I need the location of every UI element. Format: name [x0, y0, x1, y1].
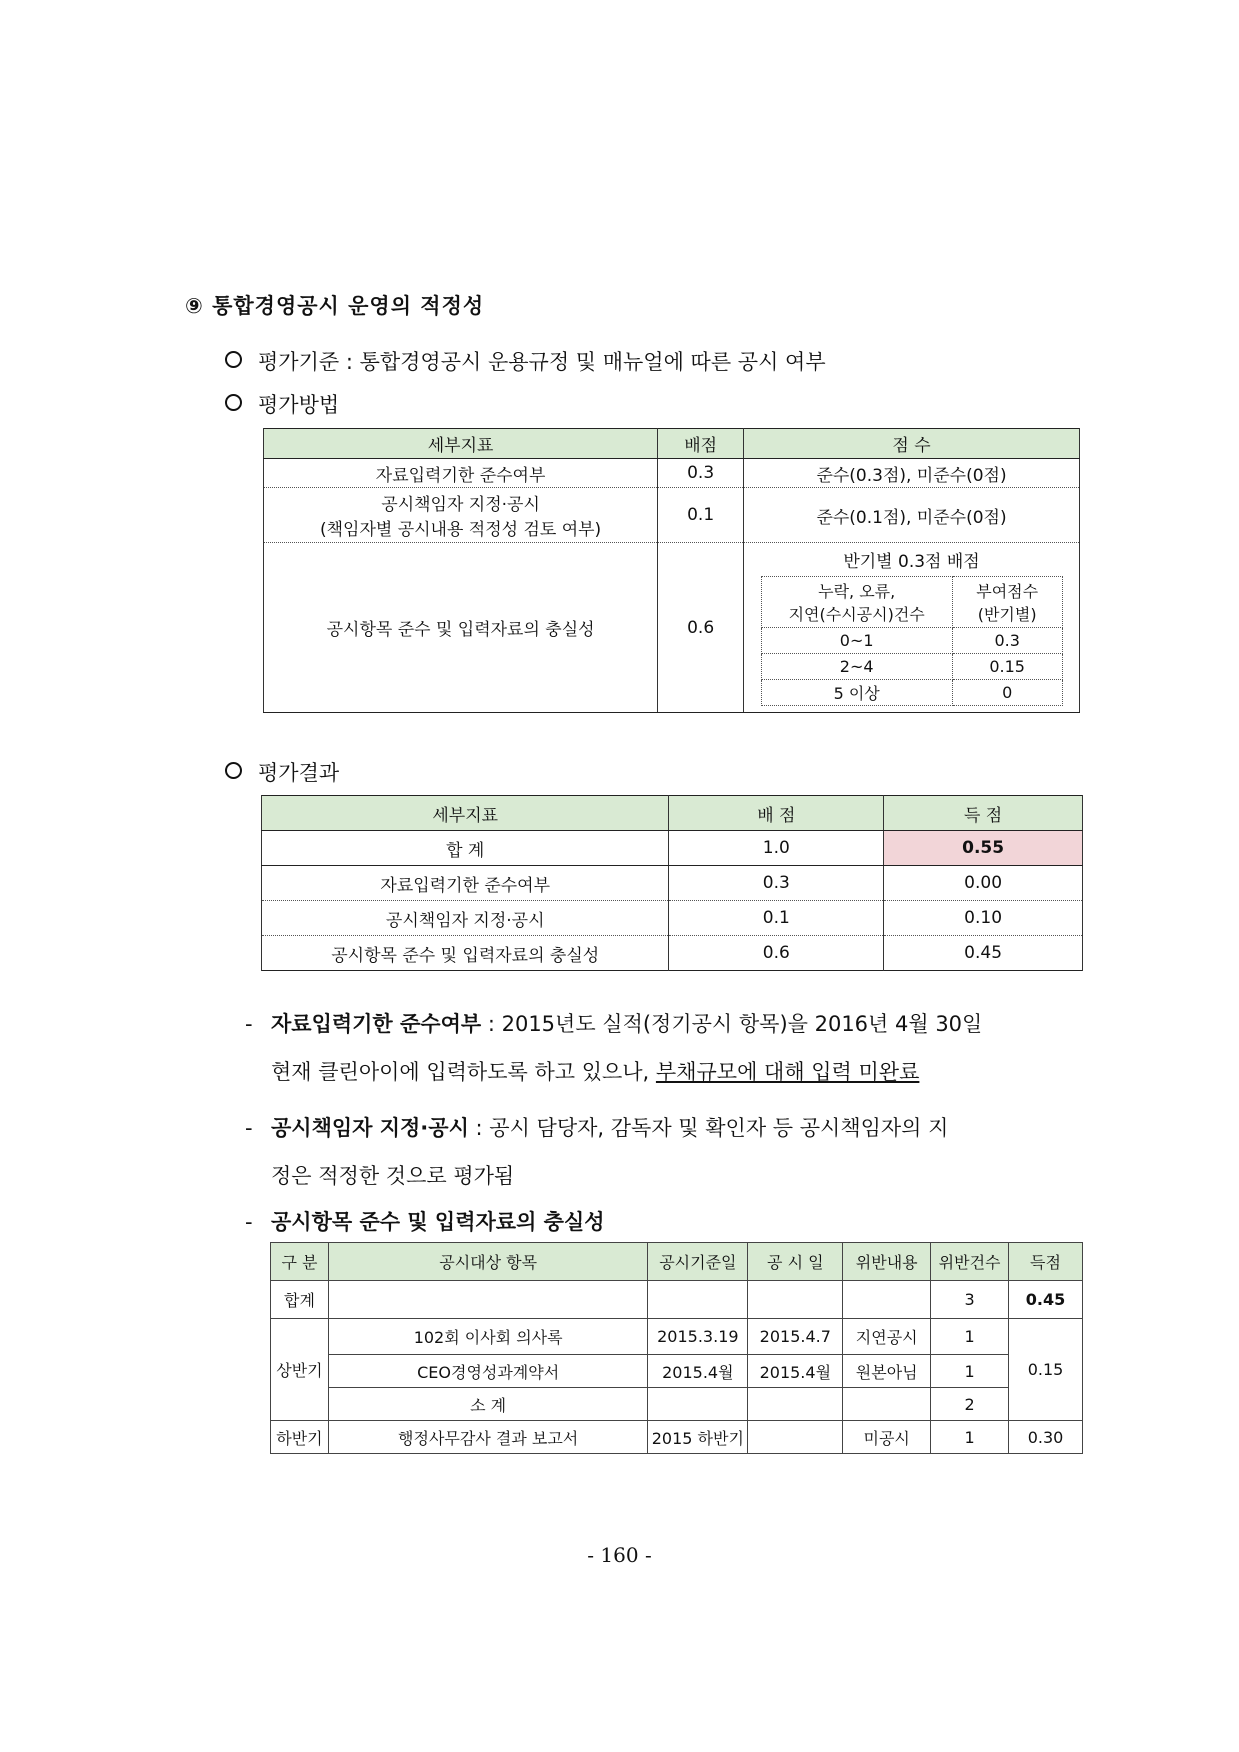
base-date-cell: 2015 하반기 — [648, 1421, 748, 1454]
score-cell: 준수(0.1점), 미준수(0점) — [744, 488, 1080, 543]
points-cell: 0.3 — [669, 866, 884, 901]
paragraph-fidelity — [245, 1198, 1085, 1246]
dash-bullet-icon: - — [245, 1210, 253, 1234]
inner-header-line: (반기별) — [977, 605, 1037, 624]
inner-row — [761, 628, 1062, 654]
violation-cell — [843, 1388, 931, 1421]
page-number: - 160 - — [587, 1543, 652, 1567]
item-cell: 행정사무감사 결과 보고서 — [328, 1421, 647, 1454]
disclosure-table — [270, 1242, 1083, 1454]
circle-bullet-icon — [225, 351, 242, 368]
circle-bullet-icon — [225, 762, 242, 779]
base-date-cell: 2015.3.19 — [648, 1319, 748, 1355]
paragraph-officer — [245, 1104, 1085, 1200]
inner-count-cell: 0~1 — [761, 628, 952, 654]
header-cell: 득점 — [1009, 1243, 1083, 1281]
indicator-cell: 합 계 — [262, 831, 669, 866]
table-row — [271, 1355, 1083, 1388]
inner-row — [761, 680, 1062, 706]
table-header-row — [262, 796, 1083, 831]
violation-cell: 원본아님 — [843, 1355, 931, 1388]
total-score-cell: 0.55 — [884, 831, 1083, 866]
paragraph-text: : 공시 담당자, 감독자 및 확인자 등 공시책임자의 지 — [468, 1116, 949, 1140]
table-row — [264, 488, 1080, 543]
table-row-total — [262, 831, 1083, 866]
header-cell: 공시기준일 — [648, 1243, 748, 1281]
indicator-line: (책임자별 공시내용 적정성 검토 여부) — [319, 520, 602, 540]
date-cell — [748, 1421, 843, 1454]
score-cell: 0.15 — [1009, 1319, 1083, 1421]
indicator-cell: 자료입력기한 준수여부 — [264, 459, 658, 488]
table-row — [271, 1319, 1083, 1355]
section-title: ⑨ 통합경영공시 운영의 적정성 — [185, 294, 485, 318]
date-cell: 2015.4.7 — [748, 1319, 843, 1355]
base-date-cell — [648, 1388, 748, 1421]
violation-cell: 미공시 — [843, 1421, 931, 1454]
paragraph-line — [245, 1152, 1085, 1200]
inner-score-cell: 0.15 — [952, 654, 1062, 680]
criteria-bullet — [225, 346, 826, 376]
header-cell: 세부지표 — [262, 796, 669, 831]
header-cell: 득 점 — [884, 796, 1083, 831]
date-cell — [748, 1388, 843, 1421]
header-cell: 구 분 — [271, 1243, 329, 1281]
header-cell: 공시대상 항목 — [328, 1243, 647, 1281]
violation-cell — [843, 1281, 931, 1319]
score-cell — [744, 543, 1080, 713]
paragraph-text: : 2015년도 실적(정기공시 항목)을 2016년 4월 30일 — [481, 1012, 983, 1036]
table-row — [262, 936, 1083, 971]
header-cell: 배점 — [658, 429, 744, 459]
header-cell: 위반건수 — [931, 1243, 1009, 1281]
score-cell: 0.45 — [884, 936, 1083, 971]
paragraph-heading: 자료입력기한 준수여부 — [271, 1012, 482, 1036]
method-table — [263, 428, 1080, 713]
inner-header-row — [761, 577, 1062, 628]
score-cell: 준수(0.3점), 미준수(0점) — [744, 459, 1080, 488]
paragraph-line — [245, 1000, 1085, 1048]
header-cell: 공 시 일 — [748, 1243, 843, 1281]
table-header-row — [264, 429, 1080, 459]
indicator-cell: 공시책임자 지정·공시 — [262, 901, 669, 936]
dash-bullet-icon: - — [245, 1116, 253, 1140]
score-cell: 0.45 — [1009, 1281, 1083, 1319]
count-cell: 3 — [931, 1281, 1009, 1319]
indicator-cell: 공시항목 준수 및 입력자료의 충실성 — [262, 936, 669, 971]
points-cell: 1.0 — [669, 831, 884, 866]
item-cell: 소 계 — [328, 1388, 647, 1421]
paragraph-heading: 공시항목 준수 및 입력자료의 충실성 — [271, 1210, 605, 1234]
paragraph-line — [245, 1048, 1085, 1096]
count-cell: 1 — [931, 1421, 1009, 1454]
score-cell: 0.10 — [884, 901, 1083, 936]
inner-count-cell: 5 이상 — [761, 680, 952, 706]
table-row — [262, 866, 1083, 901]
paragraph-line — [245, 1104, 1085, 1152]
inner-header-line: 부여점수 — [976, 582, 1039, 601]
indicator-cell — [264, 488, 658, 543]
table-row — [264, 459, 1080, 488]
inner-score-cell: 0.3 — [952, 628, 1062, 654]
paragraph-text: 정은 적정한 것으로 평가됨 — [271, 1164, 515, 1188]
result-label: 평가결과 — [258, 761, 340, 785]
score-title: 반기별 0.3점 배점 — [843, 552, 980, 572]
count-cell: 1 — [931, 1319, 1009, 1355]
points-cell: 0.6 — [669, 936, 884, 971]
header-cell: 배 점 — [669, 796, 884, 831]
inner-header-cell — [952, 577, 1062, 628]
category-cell: 합계 — [271, 1281, 329, 1319]
score-cell: 0.30 — [1009, 1421, 1083, 1454]
paragraph-input-deadline — [245, 1000, 1085, 1096]
paragraph-heading: 공시책임자 지정·공시 — [271, 1116, 469, 1140]
date-cell: 2015.4월 — [748, 1355, 843, 1388]
inner-header-line: 지연(수시공시)건수 — [788, 605, 925, 624]
table-row — [264, 543, 1080, 713]
header-cell: 위반내용 — [843, 1243, 931, 1281]
header-cell: 점 수 — [744, 429, 1080, 459]
violation-cell: 지연공시 — [843, 1319, 931, 1355]
criteria-text: 평가기준 : 통합경영공시 운용규정 및 매뉴얼에 따른 공시 여부 — [258, 350, 826, 374]
indicator-cell: 자료입력기한 준수여부 — [262, 866, 669, 901]
dash-bullet-icon: - — [245, 1012, 253, 1036]
points-cell: 0.6 — [658, 543, 744, 713]
table-row-subtotal — [271, 1388, 1083, 1421]
inner-header-line: 누락, 오류, — [818, 582, 896, 601]
indicator-cell: 공시항목 준수 및 입력자료의 충실성 — [264, 543, 658, 713]
category-cell: 상반기 — [271, 1319, 329, 1421]
result-table — [261, 795, 1083, 971]
paragraph-line — [245, 1198, 1085, 1246]
count-cell: 1 — [931, 1355, 1009, 1388]
item-cell: CEO경영성과계약서 — [328, 1355, 647, 1388]
inner-header-cell — [761, 577, 952, 628]
indicator-line: 공시책임자 지정·공시 — [381, 495, 540, 515]
inner-score-cell: 0 — [952, 680, 1062, 706]
score-cell: 0.00 — [884, 866, 1083, 901]
table-row — [271, 1421, 1083, 1454]
header-cell: 세부지표 — [264, 429, 658, 459]
table-row — [262, 901, 1083, 936]
points-cell: 0.1 — [669, 901, 884, 936]
count-cell: 2 — [931, 1388, 1009, 1421]
item-cell — [328, 1281, 647, 1319]
base-date-cell: 2015.4월 — [648, 1355, 748, 1388]
points-cell: 0.1 — [658, 488, 744, 543]
inner-row — [761, 654, 1062, 680]
result-bullet — [225, 757, 339, 787]
method-label: 평가방법 — [258, 393, 340, 417]
score-breakdown-table — [761, 576, 1063, 706]
circle-bullet-icon — [225, 394, 242, 411]
paragraph-text: 현재 클린아이에 입력하도록 하고 있으나, — [271, 1060, 656, 1084]
points-cell: 0.3 — [658, 459, 744, 488]
inner-count-cell: 2~4 — [761, 654, 952, 680]
paragraph-underline: 부채규모에 대해 입력 미완료 — [655, 1060, 920, 1084]
base-date-cell — [648, 1281, 748, 1319]
item-cell: 102회 이사회 의사록 — [328, 1319, 647, 1355]
method-bullet — [225, 389, 339, 419]
table-row-total — [271, 1281, 1083, 1319]
category-cell: 하반기 — [271, 1421, 329, 1454]
table-header-row — [271, 1243, 1083, 1281]
date-cell — [748, 1281, 843, 1319]
